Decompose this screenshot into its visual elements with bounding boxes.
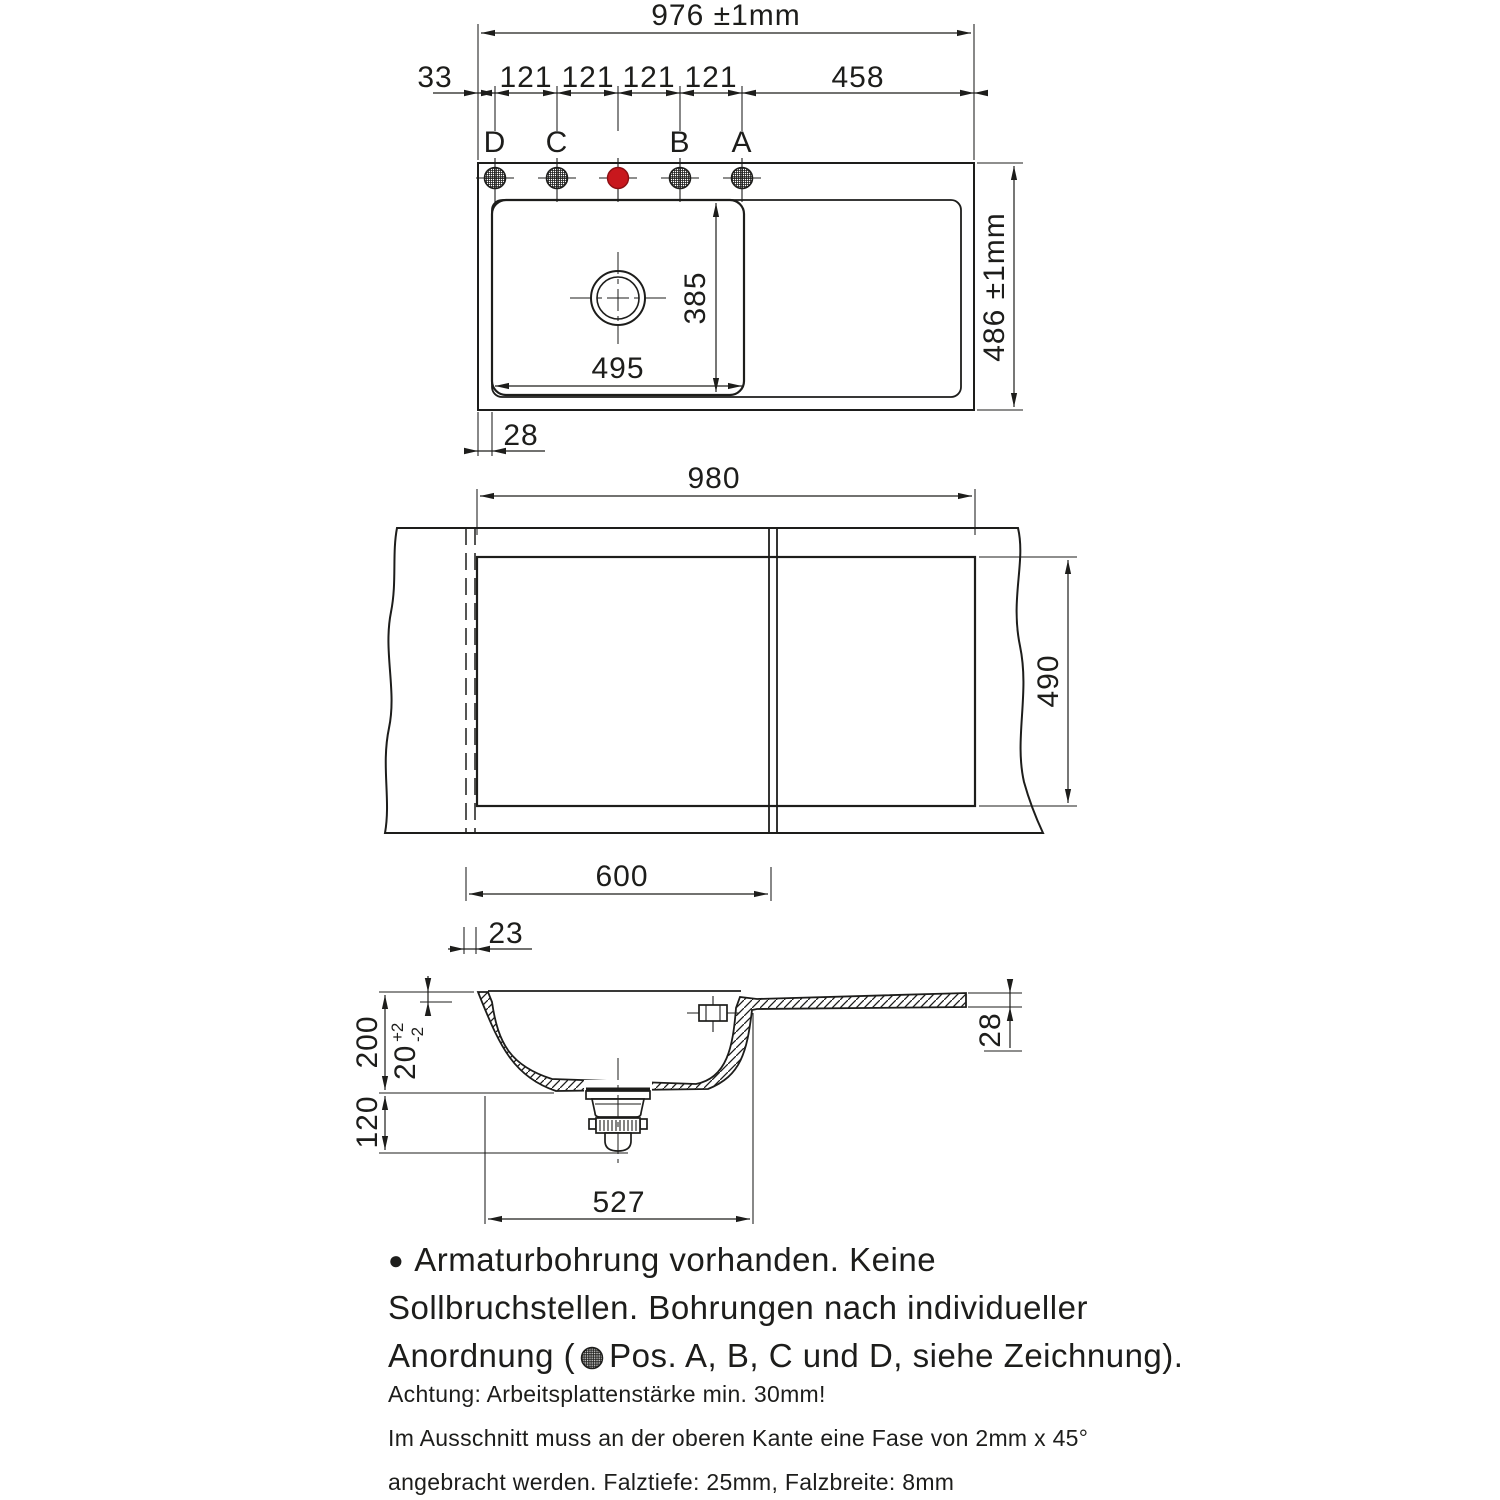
dim-label-600: 600 [595,860,649,893]
worktop-outline [385,528,1043,833]
tap-hole-c [538,158,576,202]
note1-line3a: Anordnung ( [388,1337,576,1374]
dim-label-495: 495 [591,352,645,385]
rim-inner-outline [492,200,961,397]
dim-under-120 [351,1095,385,1150]
dim-hole-row [417,61,988,131]
note-achtung [388,1372,1088,1500]
note1-line2: Sollbruchstellen. Bohrungen nach individueller [388,1289,1088,1326]
note-armaturbohrung [388,1236,1183,1384]
dim-label-33: 33 [417,61,453,94]
tap-hole-b [661,158,699,202]
faucet-hole-section [687,996,739,1032]
dim-label-490: 490 [1032,654,1065,708]
note1-line3b: Pos. A, B, C und D, siehe Zeichnung). [609,1337,1184,1374]
bullet-icon: ● [388,1245,405,1275]
dim-bowl-depth [679,203,716,392]
dim-label-121-1: 121 [499,61,553,94]
dim-label-tol-plus: +2 [388,1022,407,1042]
dim-total-depth-200 [351,995,385,1090]
dim-bowl-width [495,352,742,386]
dim-edge-offset [464,412,545,456]
note2-line3: angebracht werden. Falztiefe: 25mm, Falzbreite: 8mm [388,1469,955,1495]
hole-label-c: C [545,126,569,159]
drain-plan [570,252,666,344]
dim-label-200: 200 [351,1015,384,1069]
dim-label-tol-minus: -2 [408,1026,427,1042]
dim-label-23: 23 [488,917,524,950]
hole-label-b: B [669,126,691,159]
dim-total-height [977,163,1023,410]
dim-cutout-height [979,557,1077,806]
dim-label-527: 527 [592,1186,646,1219]
note2-line2: Im Ausschnitt muss an der oberen Kante eine Fase von 2mm x 45° [388,1425,1089,1451]
dim-label-28-offset: 28 [503,419,539,452]
note2-line1: Achtung: Arbeitsplattenstärke min. 30mm! [388,1381,826,1407]
tap-hole-existing-red [599,158,637,202]
dim-cabinet-width [466,860,771,901]
dim-label-980: 980 [687,462,741,495]
dim-cutout-width [477,462,975,535]
dim-label-20: 20 [389,1044,422,1080]
dim-label-385: 385 [679,271,712,325]
dim-label-976: 976 ±1mm [651,0,801,32]
dim-label-121-2: 121 [561,61,615,94]
section-view [351,976,1022,1224]
dim-label-121-3: 121 [622,61,676,94]
hole-label-a: A [731,126,753,159]
drain-section [584,1058,652,1163]
tap-hole-a [723,158,761,202]
dim-label-120: 120 [351,1095,384,1149]
dim-board-thickness-28 [968,979,1022,1051]
tap-hole-d [476,158,514,202]
dim-label-28-board: 28 [974,1012,1007,1048]
cutout-outline [477,557,975,806]
dim-label-486: 486 ±1mm [978,212,1011,362]
top-view [417,0,1023,456]
note1-line1: Armaturbohrung vorhanden. Keine [414,1241,937,1278]
dim-label-458: 458 [831,61,885,94]
dim-falz [448,917,532,954]
hole-label-d: D [483,126,507,159]
cutout-view [385,462,1077,954]
dim-label-121-4: 121 [684,61,738,94]
